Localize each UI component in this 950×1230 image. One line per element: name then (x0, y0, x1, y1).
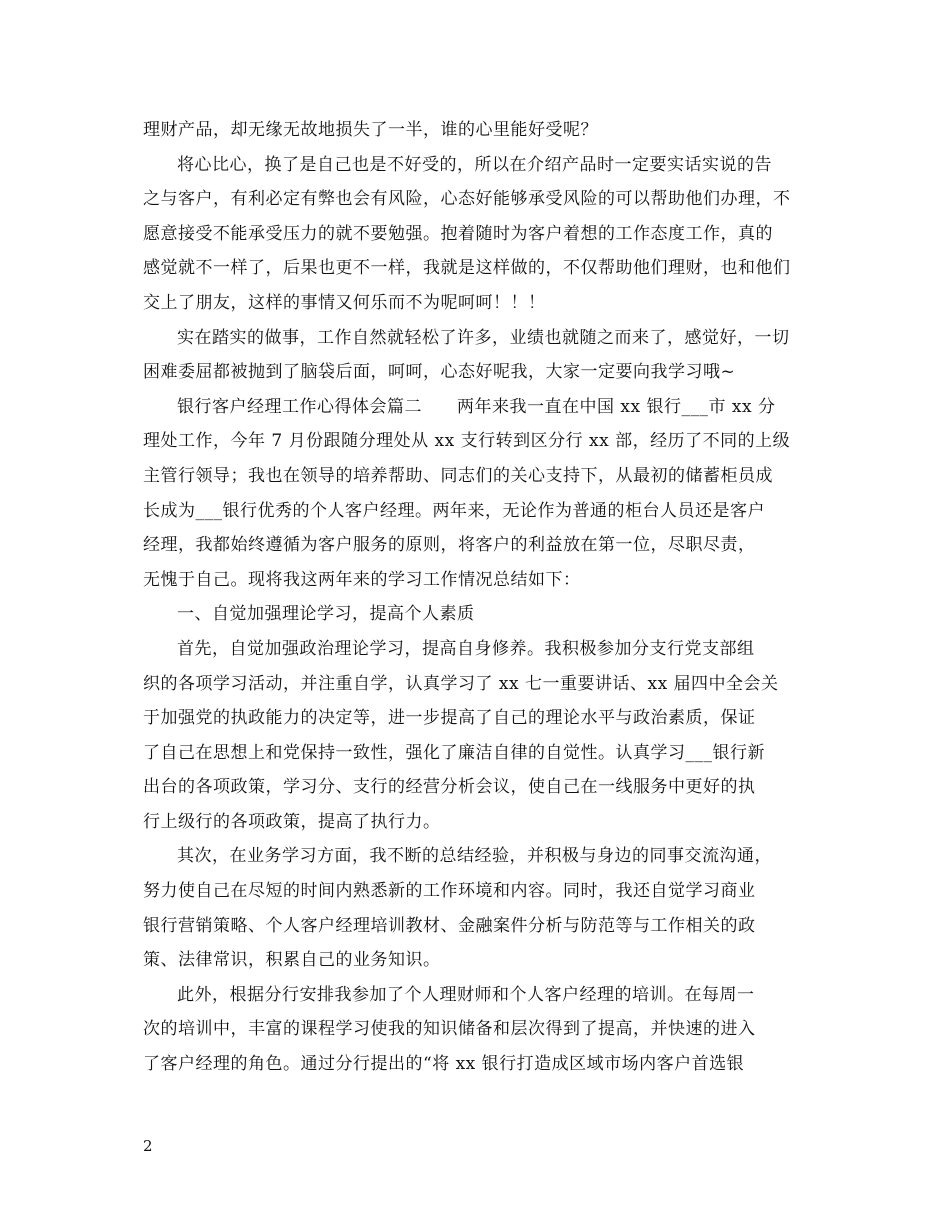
text-line: 经理，我都始终遵循为客户服务的原则，将客户的利益放在第一位，尽职尽责， (143, 535, 756, 556)
text-line: 交上了朋友，这样的事情又何乐而不为呢呵呵！！！ (143, 292, 546, 313)
text-line: 困难委屈都被抛到了脑袋后面，呵呵，心态好呢我，大家一定要向我学习哦~ (143, 362, 736, 383)
text-line: 理处工作，今年 7 月份跟随分理处从 xx 支行转到区分行 xx 部，经历了不同的上级 (143, 431, 791, 452)
text-line: 无愧于自己。现将我这两年来的学习工作情况总结如下： (143, 569, 581, 590)
text-line: 愿意接受不能承受压力的就不要勉强。抱着随时为客户着想的工作态度工作，真的 (143, 223, 773, 244)
text-line: 银行营销策略、个人客户经理培训教材、金融案件分析与防范等与工作相关的政 (143, 915, 756, 936)
text-line: 理财产品，却无缘无故地损失了一半，谁的心里能好受呢？ (143, 120, 598, 140)
text-line: 首先，自觉加强政治理论学习，提高自身修养。我积极参加分支行党支部组 (177, 638, 755, 659)
text-line: 主管行领导；我也在领导的培养帮助、同志们的关心支持下，从最初的储蓄柜员成 (143, 465, 773, 486)
text-line: 于加强党的执政能力的决定等，进一步提高了自己的理论水平与政治素质，保证 (143, 708, 756, 729)
text-line: 银行客户经理工作心得体会篇二 两年来我一直在中国 xx 银行___市 xx 分 (177, 396, 776, 417)
text-line: 其次，在业务学习方面，我不断的总结经验，并积极与身边的同事交流沟通， (177, 846, 772, 867)
text-line: 实在踏实的做事，工作自然就轻松了许多，业绩也就随之而来了，感觉好，一切 (177, 327, 790, 348)
text-line: 行上级行的各项政策，提高了执行力。 (143, 811, 441, 832)
text-line: 感觉就不一样了，后果也更不一样，我就是这样做的，不仅帮助他们理财，也和他们 (143, 258, 791, 279)
page-number: 2 (143, 1137, 153, 1155)
text-line: 长成为___银行优秀的个人客户经理。两年来，无论作为普通的柜台人员还是客户 (143, 500, 765, 521)
text-line: 此外，根据分行安排我参加了个人理财师和个人客户经理的培训。在每周一 (177, 984, 755, 1005)
text-line: 织的各项学习活动，并注重自学，认真学习了 xx 七一重要讲话、xx 届四中全会关 (143, 673, 779, 694)
text-line: 将心比心，换了是自己也是不好受的，所以在介绍产品时一定要实话实说的告 (177, 154, 772, 175)
section-heading: 一、自觉加强理论学习，提高个人素质 (177, 604, 475, 625)
document-body (143, 113, 823, 1082)
text-line: 次的培训中，丰富的课程学习使我的知识储备和层次得到了提高，并快速的进入 (143, 1019, 756, 1040)
text-line: 出台的各项政策，学习分、支行的经营分析会议，使自己在一线服务中更好的执 (143, 777, 756, 798)
text-line: 策、法律常识，积累自己的业务知识。 (143, 950, 441, 971)
text-line: 之与客户，有利必定有弊也会有风险，心态好能够承受风险的可以帮助他们办理，不 (143, 189, 791, 210)
text-line: 努力使自己在尽短的时间内熟悉新的工作环境和内容。同时，我还自觉学习商业 (143, 881, 756, 902)
text-line: 了自己在思想上和党保持一致性，强化了廉洁自律的自觉性。认真学习___银行新 (143, 742, 765, 763)
text-line: 了客户经理的角色。通过分行提出的“将 xx 银行打造成区域市场内客户首选银 (143, 1054, 745, 1075)
